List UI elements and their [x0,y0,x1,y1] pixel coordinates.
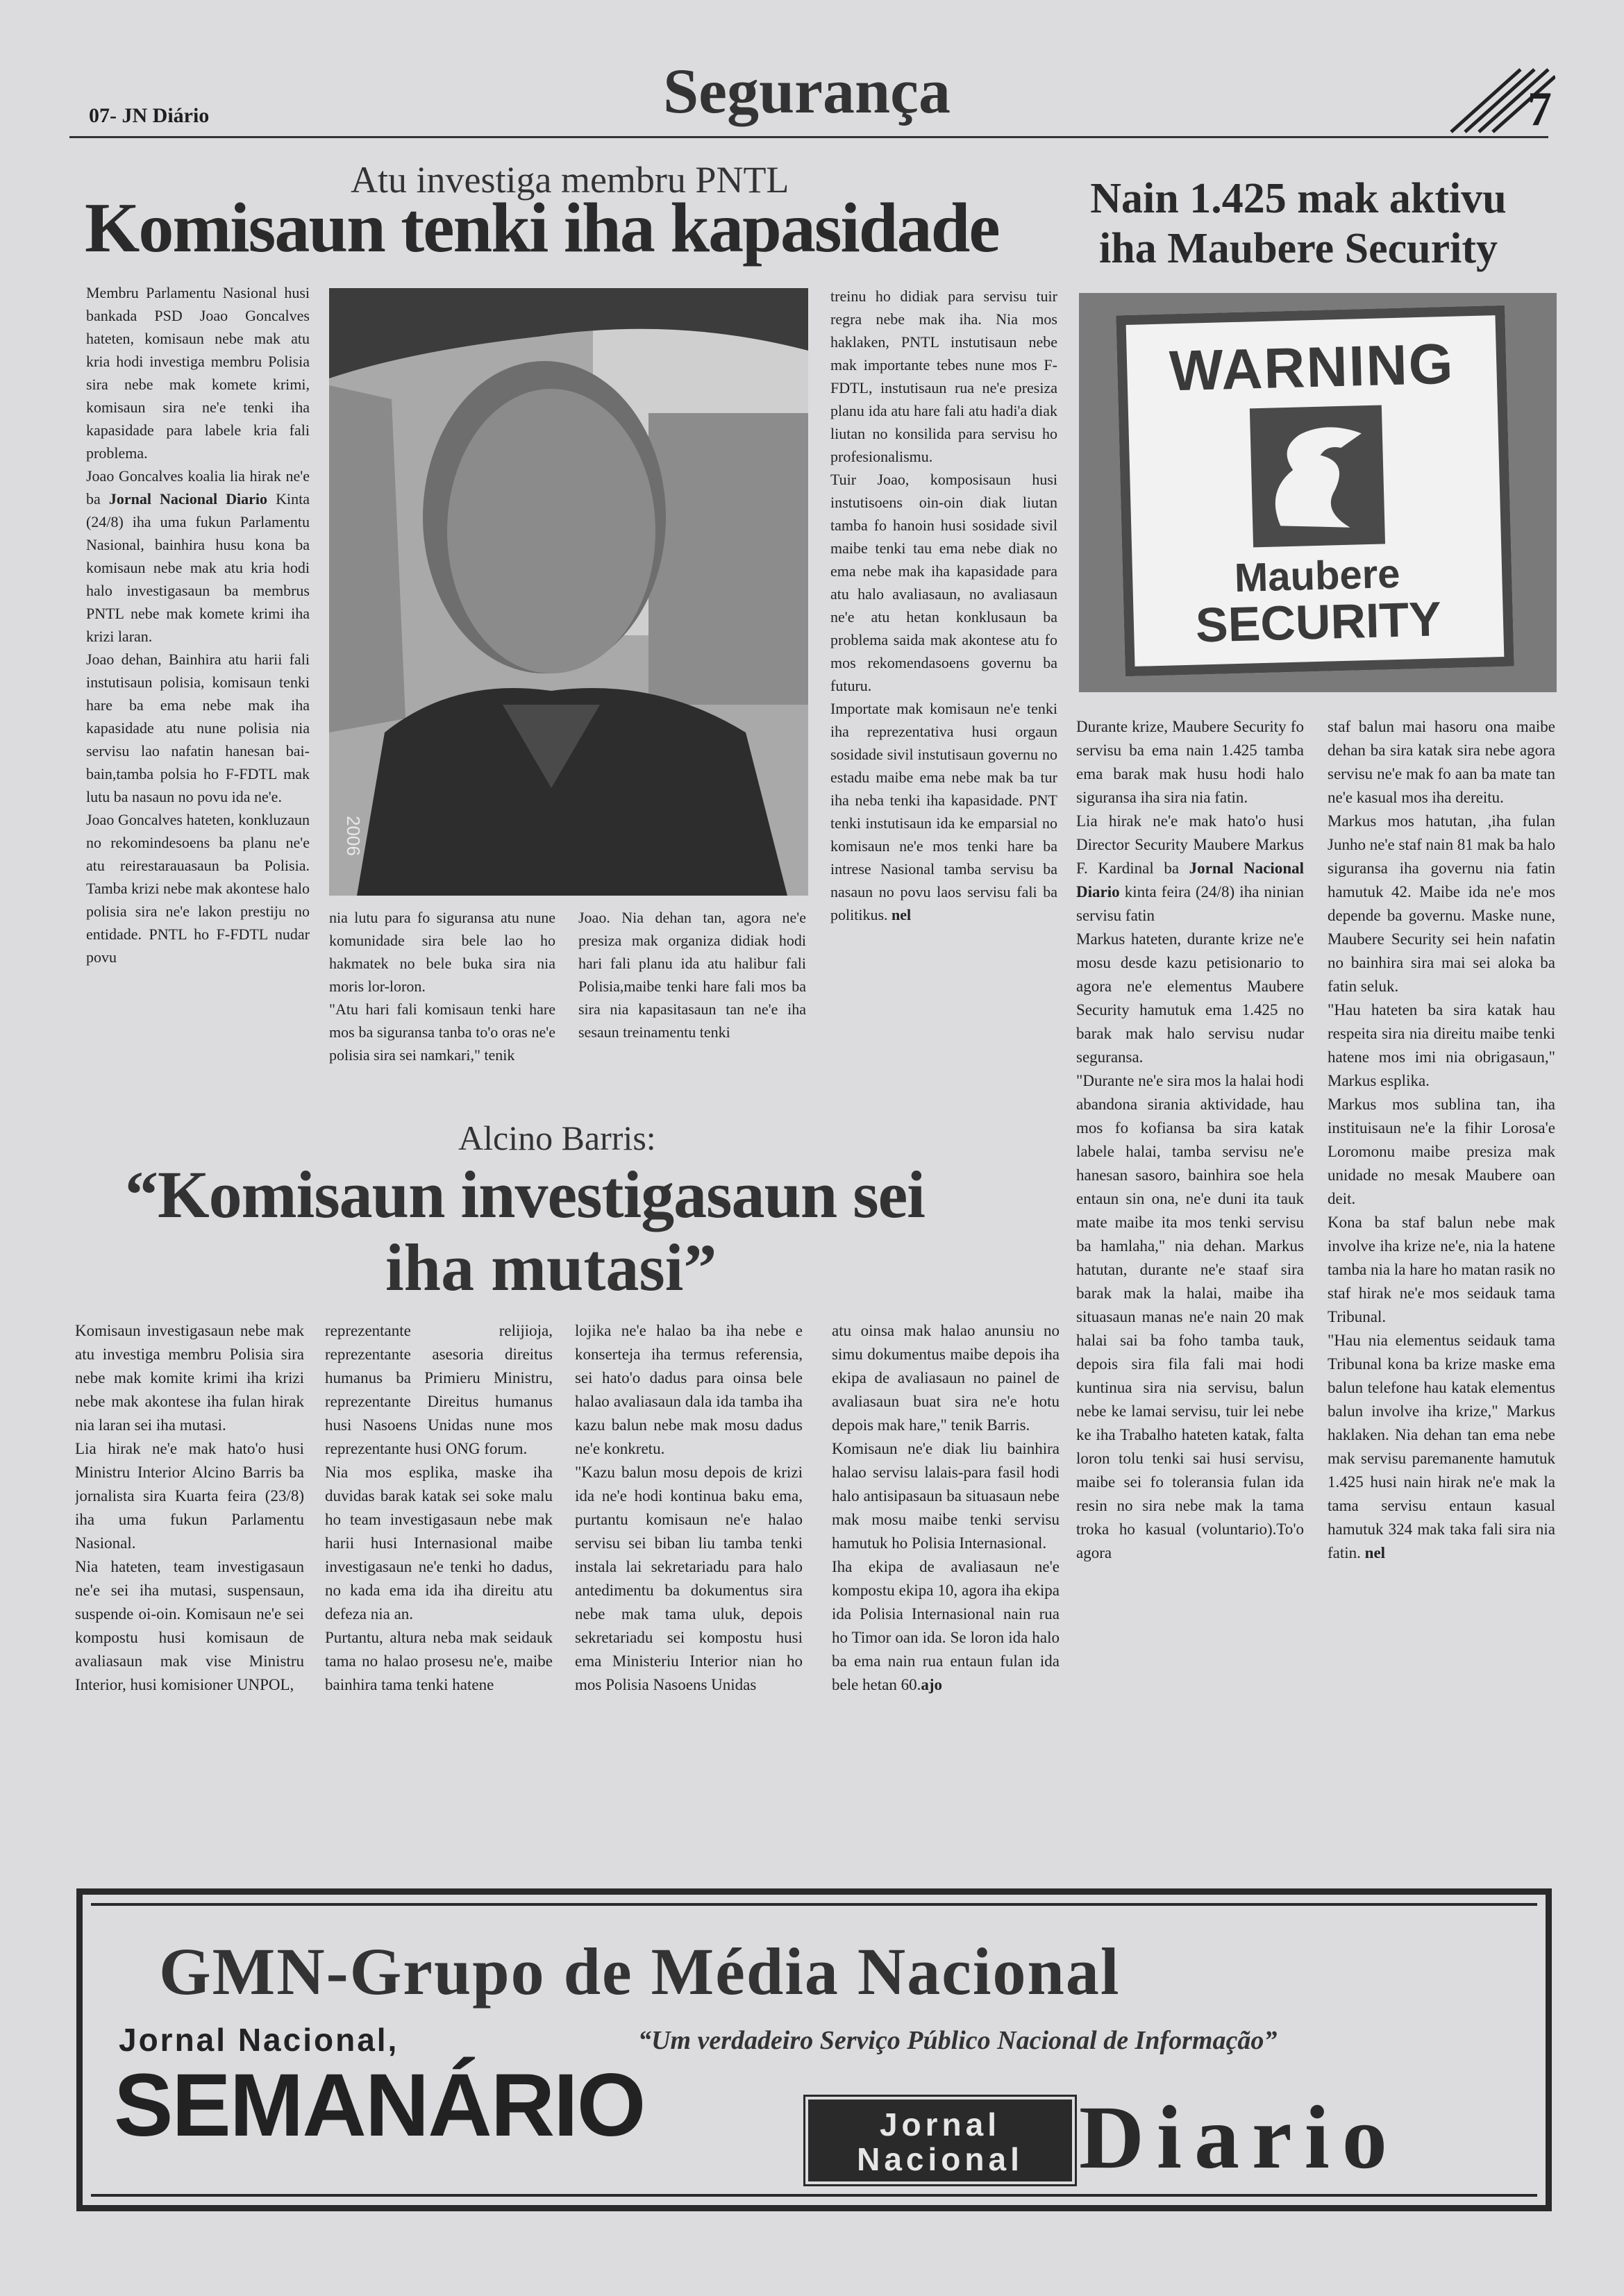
article2-col1 [1076,715,1304,1878]
ad-diario: Diario [1079,2088,1400,2188]
paragraph: Nia hateten, team investigasaun ne'e sei iha mutasi, suspensaun, suspende oi-oin. Komisaun ne'e sei kompostu husi komisaun de avaliasaun mak vise Ministru Interior, husi komisioner UNPOL, [75,1558,304,1693]
sign-warning-text: WARNING [1169,332,1455,403]
article3-col2 [325,1319,553,1878]
paragraph: Markus mos hatutan, ,iha fulan Junho ne'e staf nain 81 mak ba halo siguransa iha governu nia fatin hamutuk 42. Maibe ida ne'e mos depende ba governu. Maske nune, Maubere Security sei hein nafatin no bainhira sira mai sei aloka ba fatin seluk. [1328,812,1555,995]
header-rule [69,136,1548,138]
paragraph: "Hau hateten ba sira katak hau respeita sira nia direitu maibe tenki hatene mos imi nia obrigasaun," Markus esplika. [1328,1001,1555,1089]
article3-col1 [75,1319,304,1878]
paragraph: Joao Goncalves koalia lia hirak ne'e ba Jornal Nacional Diario Kinta (24/8) iha uma fukun Parlamentu Nasional, bainhira husu kona ba komisaun nebe mak atu kria hodi halo investigasaun ba membrus PNTL nebe mak komete krimi iha krizi laran. [86,467,310,645]
paragraph: "Atu hari fali komisaun tenki hare mos ba siguransa tanba to'o oras ne'e polisia sira sei namkari," tenik [329,1000,555,1064]
paragraph: Importate mak komisaun ne'e tenki iha reprezentativa husi orgaun sosidade sivil instutisaun governu no estadu maibe ema nebe mak ba tur iha neba tenki iha kapasidade. PNT tenki instutisaun ida ke emparsial no komisaun ne'e mos tenki hare ba intrese Nasional tamba servisu ba nasaun no povu laos servisu fali ba politikus. nel [830,700,1057,923]
article2-col2 [1328,715,1555,1878]
paragraph: reprezentante relijioja, reprezentante asesoria direitus humanus ba Primieru Ministru, reprezentante Direitus humanus husi Nasoens Unidas nune mos reprezentante husi ONG forum. [325,1322,553,1457]
paragraph: Kona ba staf balun nebe mak involve iha krize ne'e, nia la hatene tamba nia la hare ho matan rasik no staf hirak ne'e mos seidauk tama Tribunal. [1328,1214,1555,1325]
ad-title: GMN-Grupo de Média Nacional [159,1934,1121,2009]
photo-stamp: 2006 [343,816,364,856]
paragraph: Iha ekipa de avaliasaun ne'e kompostu ekipa 10, agora iha ekipa ida Polisia Internasional nain rua ho Timor oan ida. Se loron ida halo ba ema nain rua entaun fulan ida bele hetan 60.ajo [832,1558,1060,1693]
article3-col3 [575,1319,803,1878]
article1-kicker: Atu investiga membru PNTL [351,159,789,201]
sign-brand-line2: SECURITY [1195,592,1442,653]
page-number: 7 [1527,83,1552,136]
paragraph: "Hau nia elementus seidauk tama Tribunal kona ba krize maske ema balun telefone hau katak elementus balun involve iha krize," Markus haklaken. Nia dehan tan ema nebe mak servisu paremanente hamutuk 1.425 husi nain hirak ne'e mak la tama servisu entaun kasual hamutuk 324 mak taka fali sira nia fatin. nel [1328,1332,1555,1561]
paragraph: Joao. Nia dehan tan, agora ne'e presiza mak organiza didiak hodi hari fali planu ida atu halibur fali Polisia,maibe tenki hare fali mos ba sira nia kapasitasaun tan ne'e iha sesaun treinamentu tenki [578,909,806,1041]
article1-photo [329,288,808,896]
paragraph: Tuir Joao, komposisaun husi instutisoens oin-oin diak liutan tamba fo hanoin husi sosidade sivil maibe tenki tau ema nebe diak no ema nebe mak iha kapasidade para atu halo avaliasaun, no avaliasaun ne'e atu hetan konklusaun ba problema saida mak akontese atu fo mos rekomendasoens governu ba futuru. [830,471,1057,694]
paragraph: treinu ho didiak para servisu tuir regra nebe mak iha. Nia mos haklaken, PNTL instutisaun nebe mak importante tebes nune mos F-FDTL, instutisaun rua ne'e presiza planu ida atu hare fali atu hadi'a diak liutan no konsilida para servisu ho profesionalismu. [830,287,1057,465]
ad-badge [808,2100,1072,2181]
paragraph: Membru Parlamentu Nasional husi bankada PSD Joao Goncalves hateten, komisaun nebe mak atu kria hodi investiga membru Polisia sira nebe mak komete krimi, komisaun sira ne'e tenki iha kapasidade para labele kria fali problema. [86,284,310,462]
paragraph: Lia hirak ne'e mak hato'o husi Ministru Interior Alcino Barris ba jornalista sira Kuarta feira (23/8) iha uma fukun Parlamentu Nasional. [75,1440,304,1552]
paragraph: Lia hirak ne'e mak hato'o husi Director Security Maubere Markus F. Kardinal ba Jornal Nacional Diario kinta feira (24/8) iha ninian servisu fatin [1076,812,1304,924]
article3-headline-line1: “Komisaun investigasaun sei [125,1157,925,1232]
page-label: 07- JN Diário [89,104,210,127]
paragraph: Nia mos esplika, maske iha duvidas barak katak sei soke malu ho team investigasaun nebe mak harii husi Internasional maibe investigasaun ne'e tenki ho dadus, no kada ema ida iha direitu atu defeza nia an. [325,1464,553,1623]
article1-col3 [578,906,806,1097]
ad-box [76,1888,1552,2211]
ad-semanario: SEMANÁRIO [114,2056,645,2155]
paragraph: Komisaun investigasaun nebe mak atu investiga membru Polisia sira nebe mak komite krimi iha krizi nebe mak akontese iha fulan hirak nia laran sei iha mutasi. [75,1322,304,1434]
paragraph: "Durante ne'e sira mos la halai hodi abandona sirania aktividade, hau mos fo kofiansa ba sira katak labele halai, tamba servisu ne'e hanesan sasoro, bainhira soe hela entaun sin ona, ne'e duni ita tauk mate maibe ita mos tenki servisu ba hamlaha," nia dehan. Markus hatutan, durante ne'e staaf sira barak mak la halai, maibe iha situasaun manas ne'e nain 20 mak halai sai ba foho tamba tauk, depois sira fila fali mai hodi kuntinua sira nia servisu, balun nebe ke lamai servisu, tuir lei nebe ke iha Trabalho hateten katak, falta loron tolu tenki sai husi servisu, maibe sei fo toleransia fulan ida resin no sira nebe mak la tama troka ho kasual (voluntario).To'o agora [1076,1072,1304,1561]
ad-slogan: “Um verdadeiro Serviço Público Nacional de Informação” [638,2026,1278,2055]
sign-brand-line1: Maubere [1234,551,1401,601]
paragraph: lojika ne'e halao ba iha nebe e konserteja iha termus referensia, sei hato'o dadus para oinsa bele halao avaliasaun dala ida tamba iha kazu balun nebe mak mosu dadus ne'e konkretu. [575,1322,803,1457]
paragraph: nia lutu para fo siguransa atu nune komunidade sira bele lao ho hakmatek no bele buka sira nia moris lor-loron. [329,909,555,995]
article1-col2 [329,906,555,1097]
paragraph: atu oinsa mak halao anunsiu no simu dokumentus maibe depois iha ekipa de avaliasaun no painel de avaliasaun buat sira ne'e hotu depois mak hare," tenik Barris. [832,1322,1060,1434]
ad-badge-line2: Nacional [857,2141,1023,2177]
paragraph: Markus hateten, durante krize ne'e mosu desde kazu petisionario to agora ne'e elementus Maubere Security hamutuk ema 1.425 no barak mak halo servisu nudar seguransa. [1076,930,1304,1066]
article3-headline-line2: iha mutasi” [385,1230,717,1305]
paragraph: "Kazu balun mosu depois de krizi ida ne'e hodi kontinua baku ema, purtantu komisaun ne'e halao servisu sei biban liu tamba tenki instala lai sekretariadu para halo antedimentu ba dokumentus sira nebe mak tama uluk, depois sekretariadu sei kompostu husi ema Ministeriu Interior nian ho mos Polisia Nasoens Unidas [575,1464,803,1693]
article3-col4 [832,1319,1060,1878]
paragraph: Joao Goncalves hateten, konkluzaun no rekomindesoens ba planu ne'e atu reirestarauasaun ba Polisia. Tamba krizi nebe mak akontese halo polisia sira ne'e lakon prestiju no entidade. PNTL ho F-FDTL nudar povu [86,811,310,966]
article1-headline: Komisaun tenki iha kapasidade [85,189,999,267]
paragraph: staf balun mai hasoru ona maibe dehan ba sira katak sira nebe agora servisu ne'e mak fo aan ba mate tan ne'e kasual mos iha dereitu. [1328,718,1555,806]
article1-col4 [830,285,1057,1104]
ad-jornal-nacional: Jornal Nacional, [119,2022,399,2058]
article2-photo [1079,293,1557,692]
crocodile-icon [1250,405,1385,547]
section-title: Segurança [663,56,951,126]
paragraph: Komisaun ne'e diak liu bainhira halao servisu lalais-para fasil hodi halo antisipasaun ba situasaun nebe mak mosu maibe tenki servisu hamutuk ho Polisia Internasional. [832,1440,1060,1552]
paragraph: Joao dehan, Bainhira atu harii fali instutisaun polisia, komisaun tenki hare ba ema nebe mak iha kapasidade atu nune polisia nia servisu lao nafatin hanesan bai-bain,tamba polsia ho F-FDTL mak lutu ba nasaun no povu ida ne'e. [86,651,310,805]
paragraph: Markus mos sublina tan, iha instituisaun ne'e la fihir Lorosa'e Loromonu maibe presiza mak unidade no mesak Maubere oan deit. [1328,1096,1555,1207]
article3-kicker: Alcino Barris: [458,1118,656,1157]
article1-col1 [86,281,310,1097]
paragraph: Purtantu, altura neba mak seidauk tama no halao prosesu ne'e, maibe bainhira tama tenki hatene [325,1629,553,1693]
article2-headline: Nain 1.425 mak aktivu iha Maubere Security [1090,175,1507,272]
ad-badge-line1: Jornal [879,2106,1001,2143]
paragraph: Durante krize, Maubere Security fo servisu ba ema nain 1.425 tamba ema barak mak husu hodi halo siguransa iha sira nia fatin. [1076,718,1304,806]
